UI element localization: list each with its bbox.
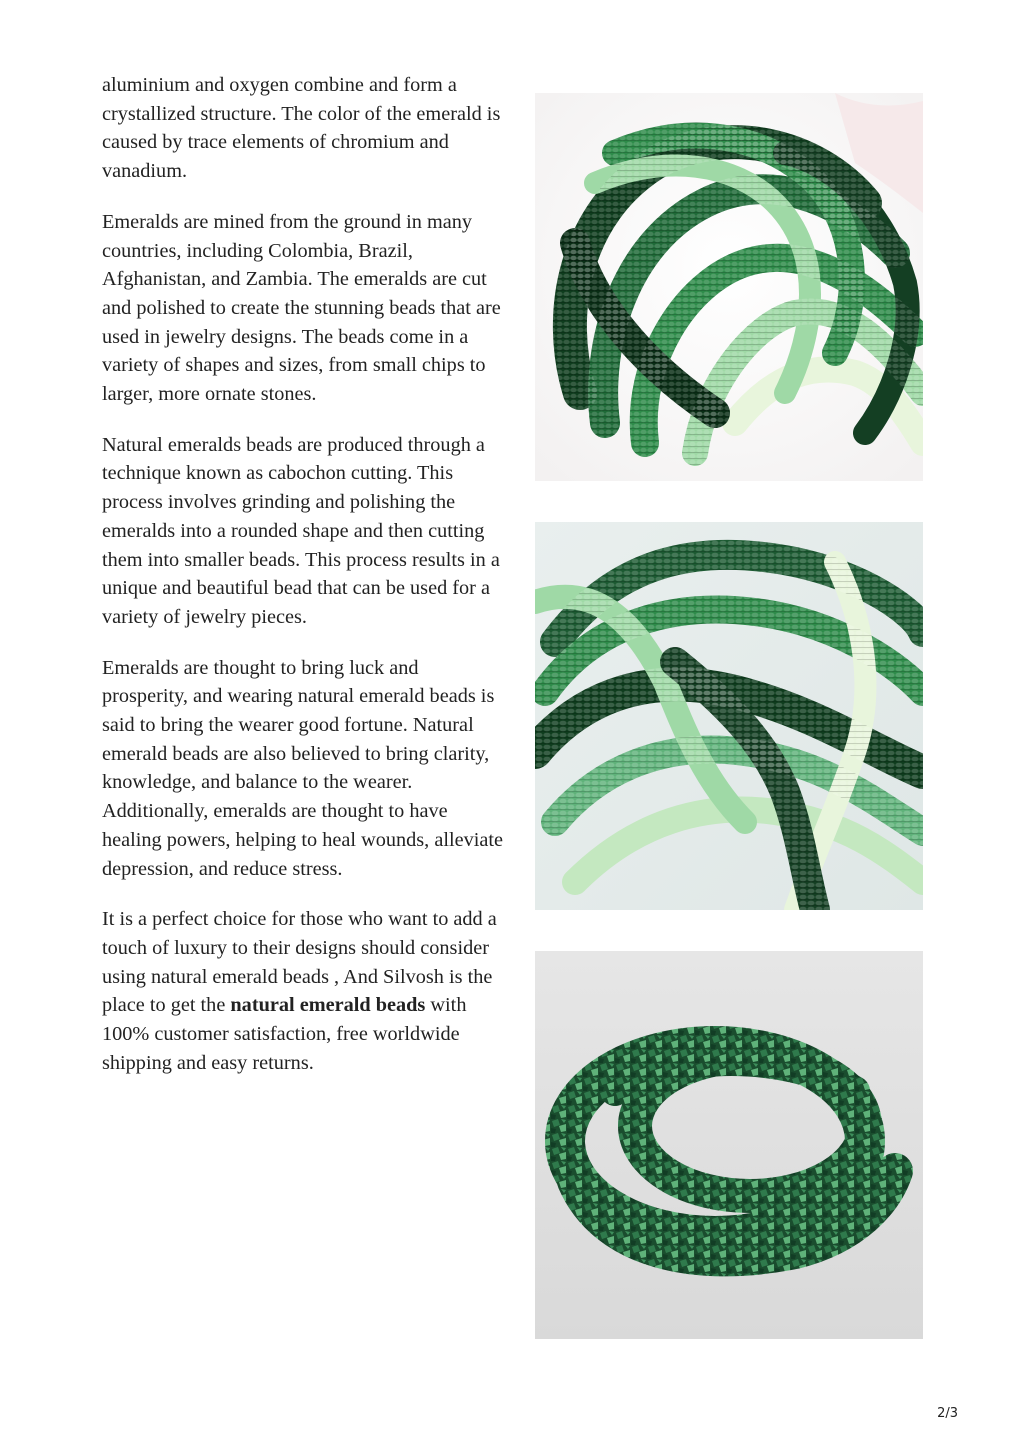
paragraph-1: aluminium and oxygen combine and form a crystallized structure. The color of the emerald is caused by trace elements of chromium and vanadium. <box>102 74 501 183</box>
page-number: 2/3 <box>937 1406 958 1421</box>
paragraph-3: Natural emeralds beads are produced through a technique known as cabochon cutting. This process involves grinding and polishing the emeralds into a rounded shape and then cutting them into smaller beads. This process results in a unique and beautiful bead that can be used for a variety of jewelry pieces. <box>102 433 500 628</box>
emerald-chip-beads-coil-photo <box>535 951 923 1339</box>
closing-text-start: It is a perfect choice for those who want to add a touch of luxury to their designs should consider using natural emerald beads , And Silvosh is the place to get the <box>102 908 497 1017</box>
closing-text-end: with 100% customer satisfaction, free worldwide shipping and easy returns. <box>102 994 467 1074</box>
natural-emerald-beads-link[interactable]: natural emerald beads <box>230 994 426 1017</box>
article-body <box>102 71 506 1100</box>
paragraph-2: Emeralds are mined from the ground in many countries, including Colombia, Brazil, Afghanistan, and Zambia. The emeralds are cut and polished to create the stunning beads that are used in jewelry designs. The beads come in a variety of shapes and sizes, from small chips to larger, more ornate stones. <box>102 210 501 406</box>
shaded-emerald-beads-draped-photo <box>535 522 923 910</box>
paragraph-4: Emeralds are thought to bring luck and prosperity, and wearing natural emerald beads is said to bring the wearer good fortune. Natural emerald beads are also believed to bring clarity, knowledge, and balance to the wearer. Additionally, emeralds are thought to have healing powers, helping to heal wounds, alleviate depression, and reduce stress. <box>102 656 504 880</box>
shaded-emerald-rondelle-strands-photo <box>535 93 923 481</box>
paragraph-5 <box>102 905 506 1077</box>
